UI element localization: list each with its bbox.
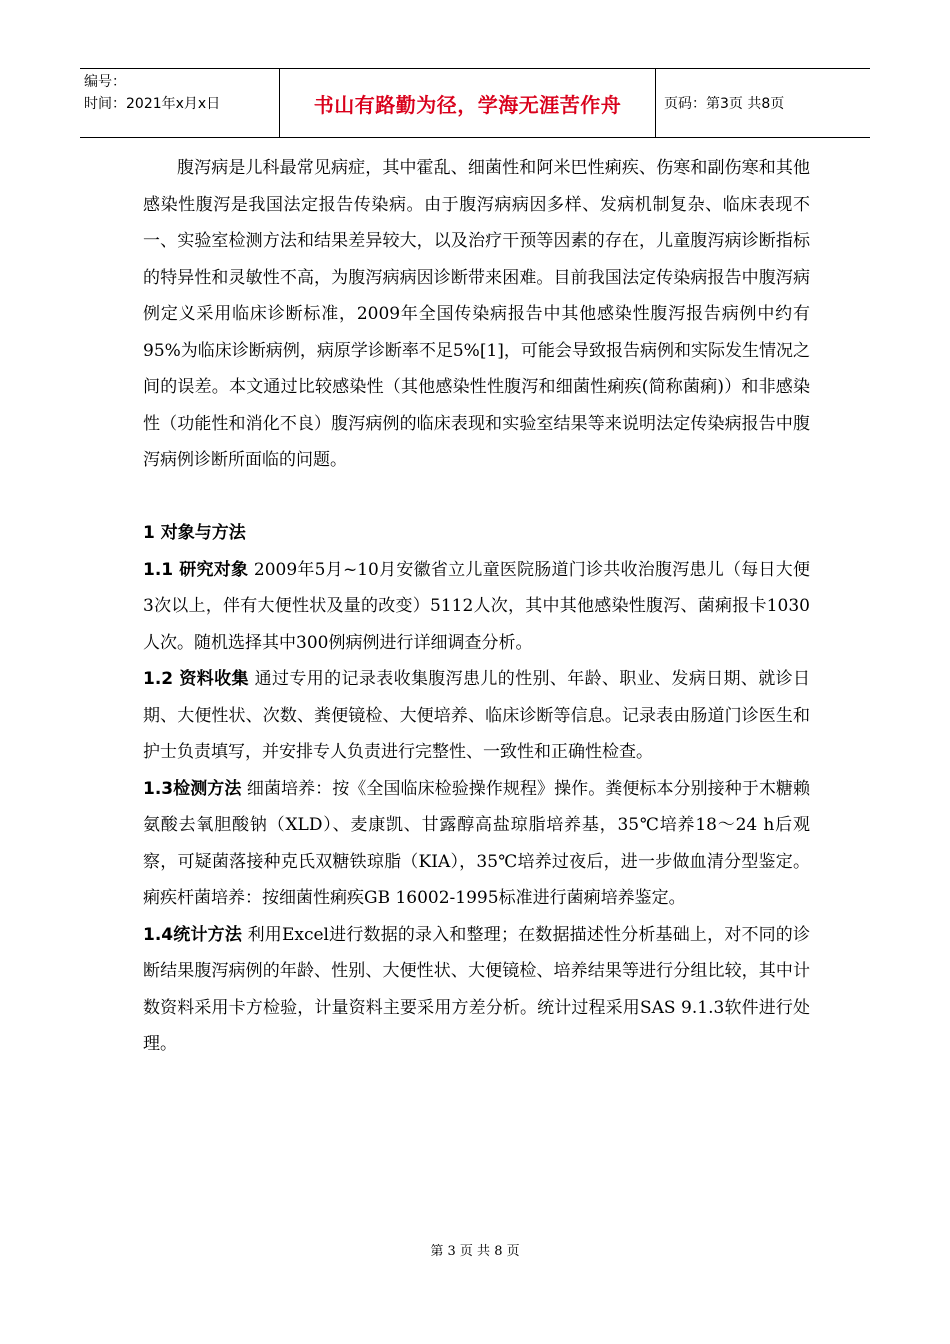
document-body (143, 150, 810, 1063)
subsection-text: 2009年5月~10月安徽省立儿童医院肠道门诊共收治腹泻患儿（每日大便3次以上，伴有大便性状及量的改变）5112人次，其中其他感染性腹泻、菌痢报卡1030人次。随机选择其中300例病例进行详细调查分析。 (143, 559, 810, 653)
subsection-text: 利用Excel进行数据的录入和整理；在数据描述性分析基础上，对不同的诊断结果腹泻病例的年龄、性别、大便性状、大便镜检、培养结果等进行分组比较，其中计数资料采用卡方检验，计量资料主要采用方差分析。统计过程采用SAS 9.1.3软件进行处理。 (143, 924, 810, 1054)
subsection-label: 1.3检测方法 (143, 778, 242, 799)
document-number-label: 编号： (84, 74, 126, 90)
page-footer: 第 3 页 共 8 页 (430, 1244, 520, 1259)
subsection-1-4 (143, 917, 810, 1063)
subsection-label: 1.4统计方法 (143, 924, 243, 945)
document-date: 时间：2021年x月x日 (84, 96, 221, 112)
subsection-text: 细菌培养：按《全国临床检验操作规程》操作。粪便标本分别接种于木糖赖氨酸去氧胆酸钠（XLD）、麦康凯、甘露醇高盐琼脂培养基，35℃培养18～24 h后观察，可疑菌落接种克氏双糖铁琼脂（KIA），35℃培养过夜后，进一步做血清分型鉴定。痢疾杆菌培养：按细菌性痢疾GB 16002-1995标准进行菌痢培养鉴定。 (143, 778, 810, 908)
subsection-1-1 (143, 552, 810, 662)
subsection-label: 1.2 资料收集 (143, 669, 249, 689)
header-page-info: 页码：第3页 共8页 (664, 96, 785, 112)
header-meta (80, 69, 280, 137)
subsection-1-2 (143, 661, 810, 771)
section-heading-text: 1 对象与方法 (143, 523, 246, 543)
page-header (80, 68, 870, 138)
header-motto: 书山有路勤为径，学海无涯苦作舟 (280, 69, 656, 137)
section-heading (143, 515, 810, 552)
subsection-1-3 (143, 771, 810, 917)
intro-paragraph: 腹泻病是儿科最常见病症，其中霍乱、细菌性和阿米巴性痢疾、伤寒和副伤寒和其他感染性腹泻是我国法定报告传染病。由于腹泻病病因多样、发病机制复杂、临床表现不一、实验室检测方法和结果差异较大，以及治疗干预等因素的存在，儿童腹泻病诊断指标的特异性和灵敏性不高，为腹泻病病因诊断带来困难。目前我国法定传染病报告中腹泻病例定义采用临床诊断标准，2009年全国传染病报告中其他感染性腹泻报告病例中约有95%为临床诊断病例，病原学诊断率不足5%[1]，可能会导致报告病例和实际发生情况之间的误差。本文通过比较感染性（其他感染性性腹泻和细菌性痢疾(简称菌痢)）和非感染性（功能性和消化不良）腹泻病例的临床表现和实验室结果等来说明法定传染病报告中腹泻病例诊断所面临的问题。 (143, 158, 810, 470)
paragraph-spacer (143, 479, 810, 516)
subsection-label: 1.1 研究对象 (143, 559, 249, 580)
subsection-text: 通过专用的记录表收集腹泻患儿的性别、年龄、职业、发病日期、就诊日期、大便性状、次数、粪便镜检、大便培养、临床诊断等信息。记录表由肠道门诊医生和护士负责填写，并安排专人负责进行完整性、一致性和正确性检查。 (143, 669, 810, 762)
